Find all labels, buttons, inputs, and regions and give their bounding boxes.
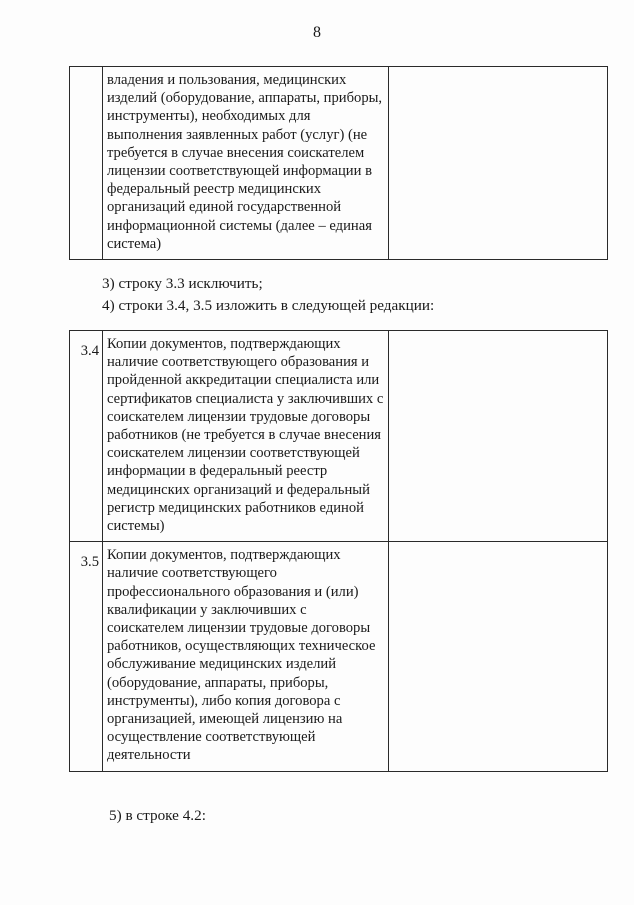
row-number-cell [70, 67, 103, 260]
requirement-text-cell: Копии документов, подтверждающих наличие соответствующего профессионального образования и (или) квалификации у заключивших с соискателем лицензии трудовые договоры работников, осуществляющих техническое обслуживание медицинских изделий (оборудование, аппараты, приборы, инструменты), либо копия договора с организацией, имеющей лицензию на осуществление соответствующей деятельности [103, 542, 389, 771]
table-row [70, 67, 608, 260]
table-row [70, 542, 608, 771]
value-cell [389, 67, 608, 260]
amended-rows-table [69, 330, 608, 772]
paragraph-item-4: 4) строки 3.4, 3.5 изложить в следующей редакции: [102, 297, 435, 314]
requirement-text-cell: владения и пользования, медицинских изделий (оборудование, аппараты, приборы, инструменты), необходимых для выполнения заявленных работ (услуг) (не требуется в случае внесения соискателем лицензии соответствующей информации в федеральный реестр медицинских организаций единой государственной информационной системы (далее – единая система) [103, 67, 389, 260]
row-number-cell: 3.4 [70, 331, 103, 542]
paragraph-item-5: 5) в строке 4.2: [109, 807, 206, 824]
paragraph-item-3: 3) строку 3.3 исключить; [102, 275, 263, 292]
row-number-cell: 3.5 [70, 542, 103, 771]
value-cell [389, 542, 608, 771]
requirement-text-cell: Копии документов, подтверждающих наличие соответствующего образования и пройденной аккредитации специалиста или сертификатов специалиста у заключивших с соискателем лицензии трудовые договоры работников (не требуется в случае внесения соискателем лицензии соответствующей информации в федеральный реестр медицинских организаций и федеральный регистр медицинских работников единой системы) [103, 331, 389, 542]
table-row [70, 331, 608, 542]
continuation-table [69, 66, 608, 260]
value-cell [389, 331, 608, 542]
page-number: 8 [313, 24, 321, 41]
